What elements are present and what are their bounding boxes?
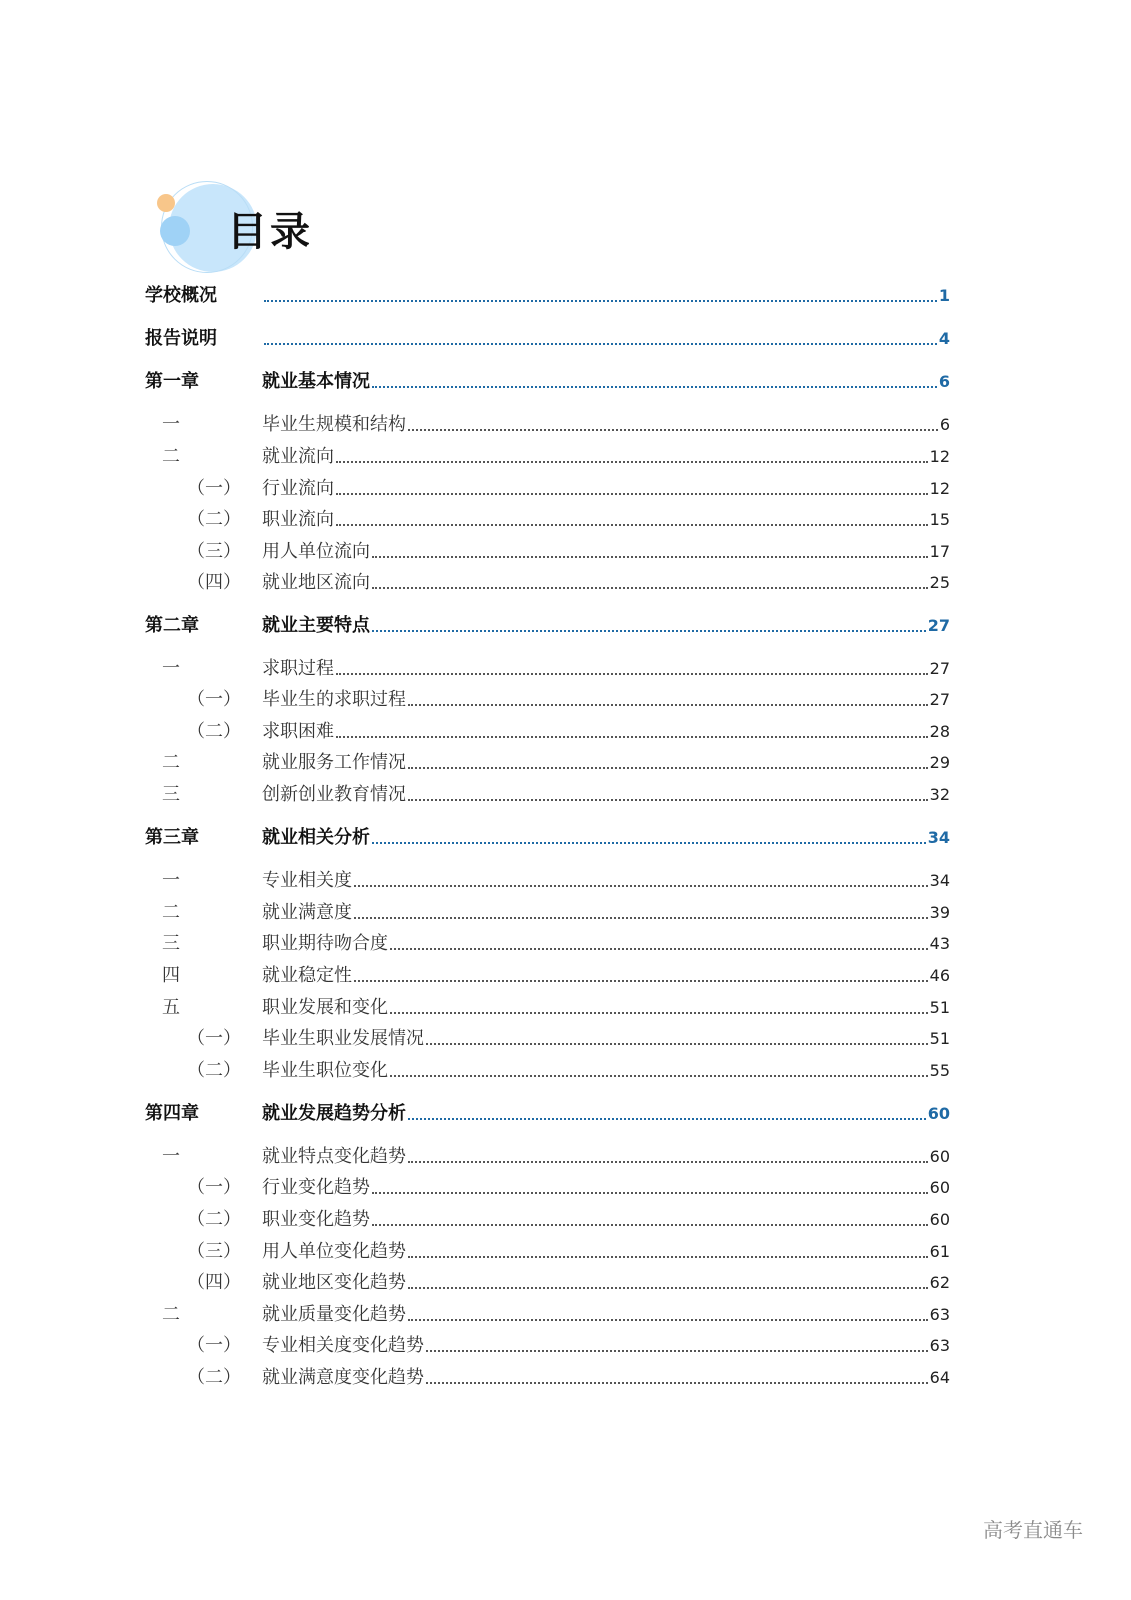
toc-entry-title: 就业质量变化趋势 [262,1304,406,1325]
toc-entry-title: 求职过程 [262,658,334,679]
toc-entry[interactable] [0,1240,1131,1264]
toc-entry-title: 就业发展趋势分析 [262,1103,406,1124]
toc-entry[interactable] [0,688,1131,712]
dot-leader [408,429,938,431]
toc-entry-title: 求职困难 [262,721,334,742]
toc-entry[interactable] [0,657,1131,681]
toc-entry-page-number: 12 [929,479,950,498]
toc-entry-page-number: 15 [929,510,950,529]
toc-entry-title: 就业服务工作情况 [262,752,406,773]
dot-leader [372,1224,928,1226]
toc-entry[interactable] [0,1303,1131,1327]
dot-leader [426,1350,928,1352]
toc-entry[interactable] [0,477,1131,501]
toc-entry[interactable] [0,1176,1131,1200]
toc-entry-title: 行业流向 [262,478,334,499]
toc-entry-page-number: 1 [938,286,950,305]
toc-entry-title: 职业期待吻合度 [262,933,388,954]
toc-entry-number: （四） [187,1272,241,1293]
toc-entry[interactable] [0,1102,1131,1126]
dot-leader [408,1287,928,1289]
toc-entry-title: 就业基本情况 [262,371,370,392]
toc-entry[interactable] [0,508,1131,532]
toc-entry[interactable] [0,284,1131,308]
toc-entry-page-number: 60 [929,1147,950,1166]
page-title: 目录 [227,208,313,255]
toc-entry-number: 第一章 [145,371,199,392]
dot-leader [336,524,928,526]
dot-leader [372,1192,928,1194]
toc-entry-number: （三） [187,1241,241,1262]
toc-entry-title: 用人单位变化趋势 [262,1241,406,1262]
toc-entry-title: 就业特点变化趋势 [262,1146,406,1167]
toc-entry-page-number: 27 [929,659,950,678]
toc-entry[interactable] [0,445,1131,469]
toc-entry-page-number: 60 [927,1104,950,1123]
toc-entry-number: （二） [187,509,241,530]
toc-entry-page-number: 34 [929,871,950,890]
dot-leader [336,673,928,675]
dot-leader [264,343,937,345]
toc-entry-title: 职业发展和变化 [262,997,388,1018]
dot-leader [354,980,928,982]
toc-entry-title: 创新创业教育情况 [262,784,406,805]
toc-entry-title: 就业满意度变化趋势 [262,1367,424,1388]
toc-entry-page-number: 62 [929,1273,950,1292]
toc-entry-number: 学校概况 [145,285,217,306]
toc-entry-number: 二 [162,1304,180,1325]
toc-entry-page-number: 6 [939,415,950,434]
dot-leader [426,1043,928,1045]
toc-entry-page-number: 17 [929,542,950,561]
toc-entry-number: （一） [187,1028,241,1049]
toc-entry-title: 就业流向 [262,446,334,467]
toc-entry-number: （三） [187,541,241,562]
toc-entry-title: 毕业生职位变化 [262,1060,388,1081]
toc-entry-title: 用人单位流向 [262,541,370,562]
dot-leader [408,799,928,801]
toc-entry-page-number: 25 [929,573,950,592]
toc-entry[interactable] [0,370,1131,394]
toc-entry-number: （二） [187,1060,241,1081]
toc-entry[interactable] [0,996,1131,1020]
toc-entry-number: 一 [162,414,180,435]
dot-leader [390,1012,928,1014]
toc-entry[interactable] [0,720,1131,744]
toc-entry-title: 职业变化趋势 [262,1209,370,1230]
dot-leader [408,704,928,706]
toc-entry-number: 报告说明 [145,328,217,349]
toc-entry-page-number: 12 [929,447,950,466]
toc-entry-number: 四 [162,965,180,986]
toc-entry-page-number: 51 [929,998,950,1017]
dot-leader [372,587,928,589]
toc-entry-title: 就业地区变化趋势 [262,1272,406,1293]
toc-entry-title: 就业主要特点 [262,615,370,636]
dot-leader [372,630,926,632]
toc-entry-page-number: 63 [929,1305,950,1324]
toc-entry-page-number: 60 [929,1210,950,1229]
toc-entry-number: 二 [162,902,180,923]
toc-entry[interactable] [0,901,1131,925]
toc-entry[interactable] [0,1271,1131,1295]
watermark: 高考直通车 [983,1518,1083,1542]
toc-entry[interactable] [0,327,1131,351]
toc-entry[interactable] [0,1027,1131,1051]
toc-entry-number: （二） [187,1367,241,1388]
toc-entry-page-number: 27 [929,690,950,709]
toc-entry-page-number: 43 [929,934,950,953]
toc-entry-page-number: 32 [929,785,950,804]
toc-entry-page-number: 29 [929,753,950,772]
toc-entry-page-number: 51 [929,1029,950,1048]
toc-entry[interactable] [0,571,1131,595]
toc-entry[interactable] [0,869,1131,893]
toc-entry-page-number: 34 [927,828,950,847]
toc-entry[interactable] [0,783,1131,807]
dot-leader [426,1382,928,1384]
dot-leader [354,885,928,887]
toc-entry-title: 毕业生职业发展情况 [262,1028,424,1049]
dot-leader [264,300,937,302]
dot-leader [408,1161,928,1163]
dot-leader [336,461,928,463]
dot-leader [336,493,928,495]
toc-entry[interactable] [0,1208,1131,1232]
dot-leader [372,386,937,388]
dot-leader [390,1075,928,1077]
toc-entry-number: （二） [187,1209,241,1230]
toc-entry-number: 三 [162,784,180,805]
toc-entry-number: （一） [187,478,241,499]
toc-entry-page-number: 46 [929,966,950,985]
toc-entry-number: （二） [187,721,241,742]
toc-entry-number: （一） [187,689,241,710]
toc-entry-page-number: 6 [938,372,950,391]
toc-entry-page-number: 60 [929,1178,950,1197]
toc-entry-number: 第二章 [145,615,199,636]
toc-entry-title: 毕业生的求职过程 [262,689,406,710]
toc-entry-page-number: 4 [938,329,950,348]
toc-entry-page-number: 63 [929,1336,950,1355]
dot-leader [408,1118,926,1120]
toc-entry[interactable] [0,1334,1131,1358]
toc-entry[interactable] [0,413,1131,437]
toc-entry[interactable] [0,751,1131,775]
toc-entry-page-number: 61 [929,1242,950,1261]
toc-entry-number: 一 [162,1146,180,1167]
dot-leader [372,842,926,844]
toc-entry-title: 毕业生规模和结构 [262,414,406,435]
toc-entry-page-number: 55 [929,1061,950,1080]
toc-entry-page-number: 27 [927,616,950,635]
toc-entry-title: 专业相关度变化趋势 [262,1335,424,1356]
toc-entry[interactable] [0,1366,1131,1390]
toc-entry[interactable] [0,614,1131,638]
dot-leader [336,736,928,738]
toc-entry-number: 一 [162,870,180,891]
toc-entry-number: （一） [187,1177,241,1198]
toc-entry-number: 二 [162,752,180,773]
dot-leader [408,1256,928,1258]
toc-entry-number: 五 [162,997,180,1018]
toc-entry[interactable] [0,964,1131,988]
toc-entry-number: 一 [162,658,180,679]
toc-entry-page-number: 28 [929,722,950,741]
toc-entry[interactable] [0,540,1131,564]
toc-entry-page-number: 39 [929,903,950,922]
toc-entry-title: 行业变化趋势 [262,1177,370,1198]
toc-entry[interactable] [0,932,1131,956]
toc-entry[interactable] [0,826,1131,850]
toc-entry-number: 第三章 [145,827,199,848]
toc-entry-title: 职业流向 [262,509,334,530]
dot-leader [408,767,928,769]
dot-leader [390,948,928,950]
toc-entry-title: 专业相关度 [262,870,352,891]
dot-leader [408,1319,928,1321]
toc-entry-number: （四） [187,572,241,593]
toc-entry[interactable] [0,1145,1131,1169]
toc-entry-number: （一） [187,1335,241,1356]
toc-entry-title: 就业满意度 [262,902,352,923]
toc-entry-title: 就业地区流向 [262,572,370,593]
toc-entry-page-number: 64 [929,1368,950,1387]
toc-entry[interactable] [0,1059,1131,1083]
dot-leader [372,556,928,558]
toc-entry-number: 三 [162,933,180,954]
dot-leader [354,917,928,919]
toc-entry-number: 第四章 [145,1103,199,1124]
toc-entry-title: 就业相关分析 [262,827,370,848]
toc-entry-number: 二 [162,446,180,467]
toc-entry-title: 就业稳定性 [262,965,352,986]
